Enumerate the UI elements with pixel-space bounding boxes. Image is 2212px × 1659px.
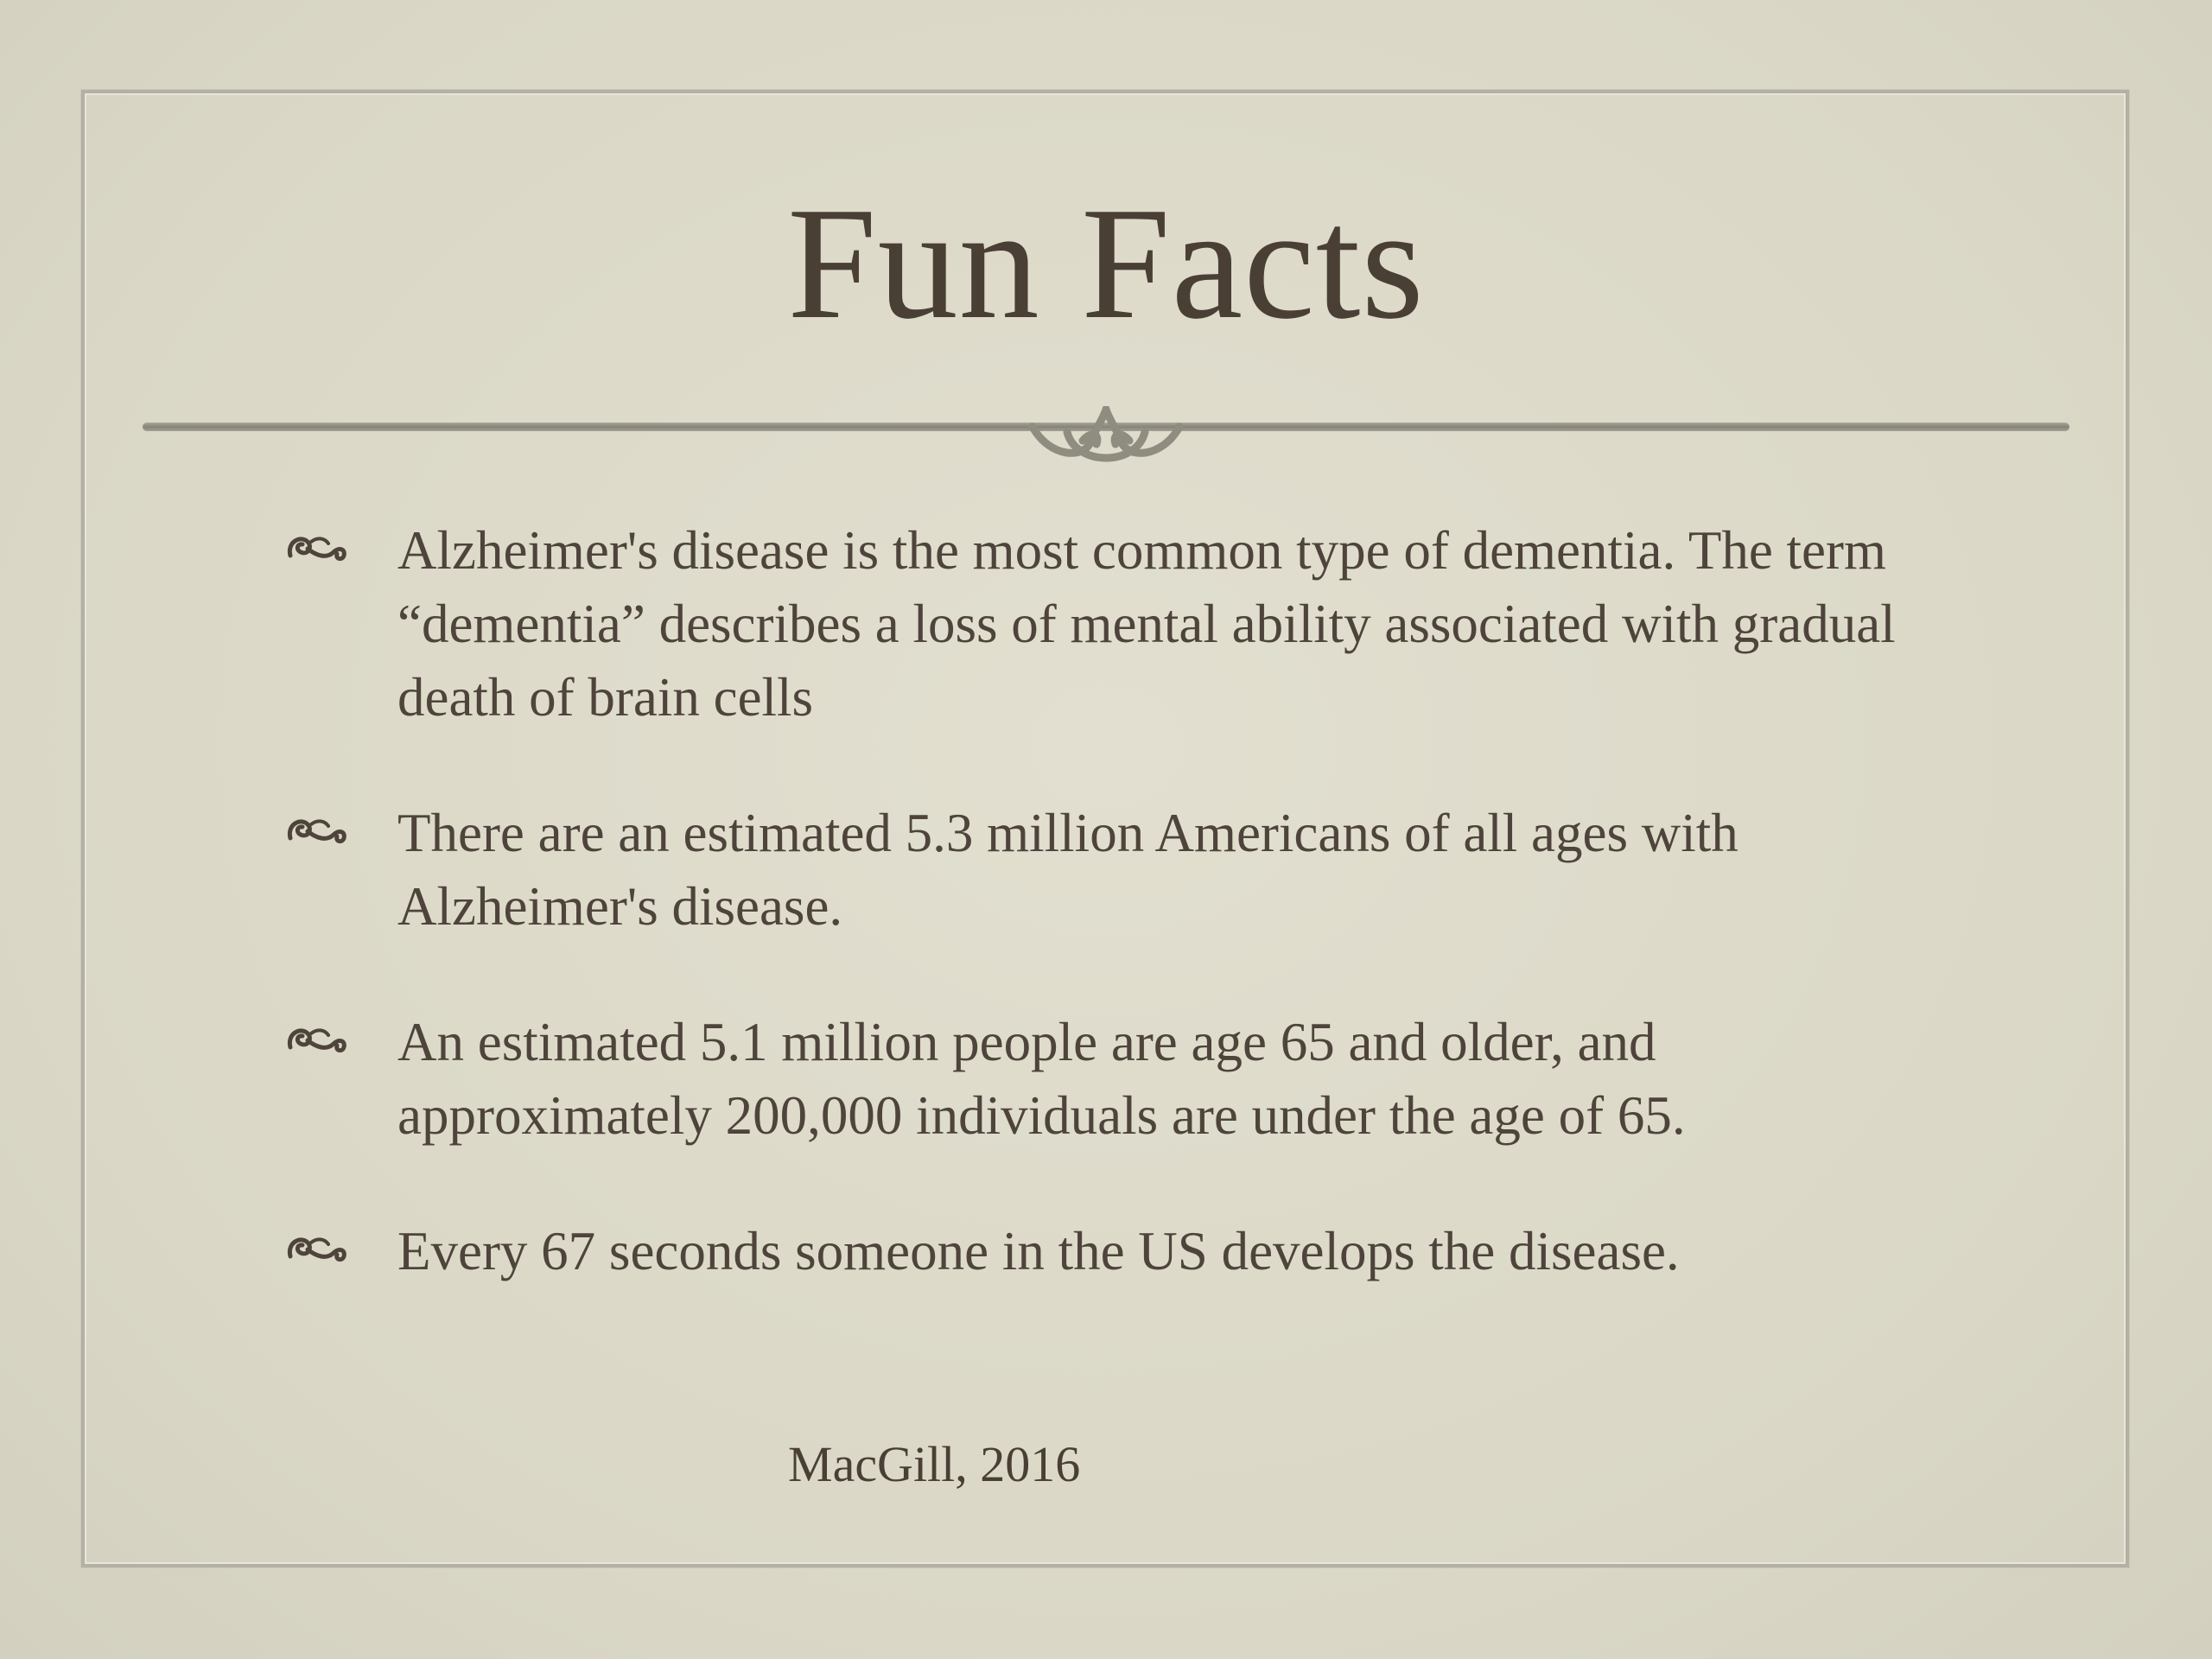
bullet-text: There are an estimated 5.3 million Americans of all ages with Alzheimer's disease. [397, 803, 1738, 937]
fact-list [285, 514, 1979, 1288]
ornament-divider [143, 406, 2069, 484]
bullet-text: Every 67 seconds someone in the US develops the disease. [397, 1221, 1680, 1281]
fleuron-icon [285, 530, 347, 568]
slide-title: Fun Facts [787, 175, 1425, 353]
list-item [285, 1215, 1979, 1288]
bullet-text: Alzheimer's disease is the most common type of dementia. The term “dementia” describes a loss of mental ability associated with gradual death of brain cells [397, 520, 1896, 728]
list-item [285, 1006, 1979, 1153]
list-item [285, 797, 1979, 944]
ornament-icon [1033, 410, 1179, 458]
bullet-text: An estimated 5.1 million people are age 65 and older, and approximately 200,000 individuals are under the age of 65. [397, 1012, 1686, 1146]
citation: MacGill, 2016 [788, 1436, 1081, 1492]
fleuron-icon [285, 1021, 347, 1059]
fleuron-icon [285, 812, 347, 850]
list-item [285, 514, 1979, 734]
fleuron-icon [285, 1230, 347, 1268]
